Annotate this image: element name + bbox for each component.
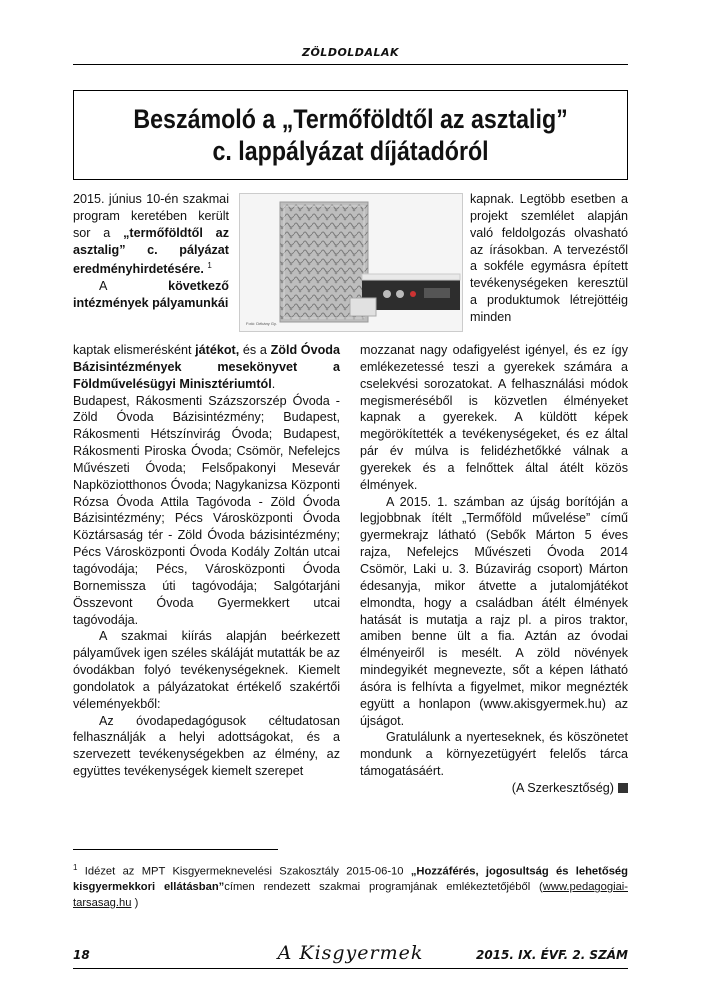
- institution-list: Budapest, Rákosmenti Százszorszép Óvoda - Zöld Óvoda Bázisintézmény; Budapest, Rákosmenti Hétszínvirág Óvoda; Budapest, Rákosmenti Piroska Óvoda; Csömör, Nefelejcs Művészeti Óvoda; Felsőpakonyi Mesevár Napköziotthonos Óvoda; Nagykanizsa Központi Rózsa Óvoda Attila Tagóvoda - Zöld Óvoda Bázisintézmény; Pécs Városközponti Óvoda Köztársaság tér - Zöld Óvoda bázisintézmény; Pécs Városközponti Óvoda Kodály Zoltán utcai tagóvodája; Pécs, Városközponti Óvoda Bornemissza úti tagóvodája; Salgótarjáni Összevont Óvoda Gyermekkert utcai tagóvodája.: [73, 393, 340, 627]
- footnote: [73, 860, 628, 911]
- award-emphasis: következő intézmények pályamunkái: [73, 279, 229, 311]
- right-top-column: [470, 191, 628, 326]
- device-image: [350, 274, 460, 316]
- intro-text: 2015. június 10-én szakmai program keretében került sor a: [73, 192, 229, 240]
- signature-text: (A Szerkesztőség): [511, 780, 614, 795]
- footnote-number: 1: [73, 863, 78, 872]
- article-title-line-2: c. lappályázat díjátadóról: [212, 136, 489, 166]
- footnote-ref: 1: [207, 261, 212, 271]
- footer-rule: [73, 968, 628, 969]
- award-text: A: [99, 279, 169, 294]
- footnote-program-title: „Hozzáférés, jogosultság és lehetőség kisgyermekkori ellátásban”: [73, 865, 628, 894]
- award-photo: [239, 193, 463, 332]
- footnote-text: Idézet az MPT Kisgyermeknevelési Szakosztály 2015-06-10: [77, 865, 411, 878]
- running-head: ZÖLDOLDALAK: [301, 46, 400, 59]
- left-column: [73, 342, 340, 780]
- award-text-4: .: [271, 376, 276, 391]
- magazine-title: A Kisgyermek: [277, 942, 424, 964]
- photo-illustration: [240, 194, 462, 331]
- right-top-paragraph: kapnak. Legtöbb esetben a projekt szemlélet alapján való feldolgozás olvasható az írásokban. A tervezéstől a sokféle egymásra épített tevékenységeken keresztül a produktumok létrejöttéig minden: [470, 192, 628, 324]
- end-square-icon: [618, 783, 628, 793]
- right-column: [360, 342, 628, 797]
- award-paragraph-cont: [73, 342, 340, 393]
- page-number: 18: [73, 948, 90, 962]
- paragraph-cover: A 2015. 1. számban az újság borítóján a legjobbnak ítélt „Termőföld művelése” című gyermekrajz látható (Sebők Márton 5 éves rajza, Nefelejcs Művészeti Óvoda 2014 Csömör, Laki u. 3. Búzavirág csoport) Márton édesanyja, mikor átvette a jutalomjátékot elmondta, hogy a családban átélt élmények hatását is mutatja a rajz pl. a piros traktor, amiben benne ült a fia. Aztán az óvodai élményeiről is mesélt. A zöld növények mindegyikét megnevezte, sőt a képen látható ásóra is felhívta a figyelmet, mikor megnézték együtt a honlapon (www.akisgyermek.hu) az újságot.: [360, 494, 628, 728]
- intro-column: [73, 191, 229, 312]
- footnote-rule: [73, 849, 278, 850]
- header-rule: [73, 64, 628, 65]
- event-name: „termőföldtől az asztalig” c. pályázat eredményhirdetésére.: [73, 225, 229, 277]
- signature: [360, 780, 628, 797]
- footnote-link[interactable]: www.pedagogiai-tarsasag.hu: [73, 881, 628, 909]
- article-title-line-1: Beszámoló a „Termőföldtől az asztalig”: [133, 104, 568, 134]
- intro-paragraph: [73, 191, 229, 278]
- award-text-2: kaptak elismerésként: [73, 343, 196, 357]
- article-title-box: [73, 90, 628, 180]
- award-paragraph-start: [73, 278, 229, 312]
- paragraph-thanks: Gratulálunk a nyerteseknek, és köszönetet mondunk a környezetügyért felelős tárca támogatásáért.: [360, 730, 628, 779]
- toy-emphasis: játékot,: [195, 343, 240, 357]
- issue-info: 2015. IX. ÉVF. 2. SZÁM: [475, 948, 628, 962]
- footnote-text-2: címen rendezett szakmai programjának emlékeztetőjéből (: [224, 881, 543, 894]
- paragraph-submissions: A szakmai kiírás alapján beérkezett pályaművek igen széles skáláját mutatták be az óvodákban folyó tevékenységeknek. Kiemelt gondolatok a pályázatokat értékelő szakértői véleményekből:: [73, 629, 340, 711]
- photo-credit: Fotó: Dékány Gy.: [246, 321, 277, 326]
- paragraph-attention: mozzanat nagy odafigyelést igényel, és ez így emlékezetessé teszi a gyerekek számára a cselekvési sorozatokat. A felhasználási módok megismeréséből is közvetlen élményeket kapnak a gyerekek. A küldött képek megörökítették a tevékenységeket, és ez által pár év múlva is felidézhetőkké válnak a gyerekek és a felnőttek által átélt közös élmények.: [360, 343, 628, 492]
- footnote-text-3: ): [131, 896, 139, 909]
- ministry-emphasis: Zöld Óvoda Bázisintézmények mesekönyvet a Földművelésügyi Minisztériumtól: [73, 343, 340, 391]
- paragraph-educators: Az óvodapedagógusok céltudatosan felhasználják a helyi adottságokat, és a szervezett tevékenységekben az élmény, az együttes tevékenységek kiemelt szerepet: [73, 713, 340, 779]
- award-text-3: és a: [239, 343, 271, 357]
